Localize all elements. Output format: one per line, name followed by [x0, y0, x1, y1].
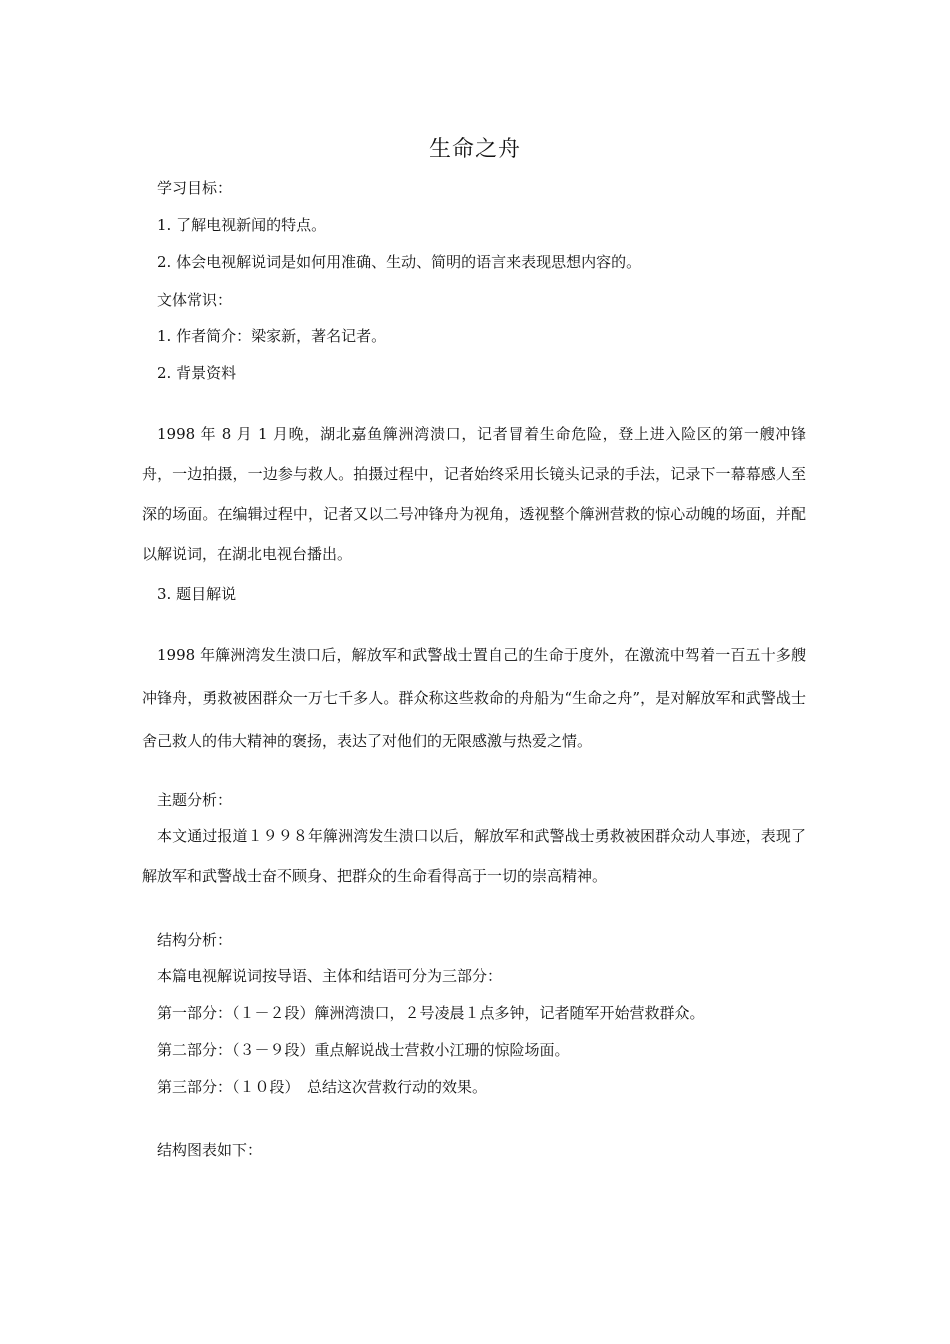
author-intro: 1. 作者简介：梁家新，著名记者。	[157, 327, 387, 345]
title-explanation-paragraph: 1998 年簰洲湾发生溃口后，解放军和武警战士置自己的生命于度外，在激流中驾着一百五十多艘冲锋舟，勇救被困群众一万七千多人。群众称这些救命的舟船为“生命之舟”，是对解放军和武警战士舍己救人的伟大精神的褒扬，表达了对他们的无限感激与热爱之情。	[142, 646, 806, 750]
structure-part-1: 第一部分：（１－２段）簰洲湾溃口，２号凌晨１点多钟，记者随军开始营救群众。	[157, 1004, 705, 1022]
title-explanation-heading: 3. 题目解说	[157, 585, 237, 603]
background-heading: 2. 背景资料	[157, 364, 237, 382]
document-title: 生命之舟	[428, 137, 521, 162]
structure-part-2: 第二部分：（３－９段）重点解说战士营救小江珊的惊险场面。	[157, 1041, 570, 1059]
structure-heading: 结构分析：	[157, 931, 233, 949]
structure-chart-heading: 结构图表如下：	[157, 1141, 263, 1159]
background-paragraph: 1998 年 8 月 1 月晚，湖北嘉鱼簰洲湾溃口，记者冒着生命危险，登上进入险区的第一艘冲锋舟，一边拍摄，一边参与救人。拍摄过程中，记者始终采用长镜头记录的手法，记录下一幕幕感人至深的场面。在编辑过程中，记者又以二号冲锋舟为视角，透视整个簰洲营救的惊心动魄的场面，并配以解说词，在湖北电视台播出。	[142, 425, 806, 563]
structure-part-3: 第三部分：（１０段） 总结这次营救行动的效果。	[157, 1078, 488, 1096]
objectives-heading: 学习目标：	[157, 179, 233, 197]
theme-heading: 主题分析：	[157, 791, 233, 809]
structure-intro: 本篇电视解说词按导语、主体和结语可分为三部分：	[157, 967, 503, 985]
genre-heading: 文体常识：	[157, 291, 233, 309]
objective-item-1: 1. 了解电视新闻的特点。	[157, 216, 327, 234]
theme-paragraph: 本文通过报道１９９８年簰洲湾发生溃口以后，解放军和武警战士勇救被困群众动人事迹，表现了解放军和武警战士奋不顾身、把群众的生命看得高于一切的崇高精神。	[142, 827, 806, 885]
objective-item-2: 2. 体会电视解说词是如何用准确、生动、简明的语言来表现思想内容的。	[157, 253, 642, 271]
